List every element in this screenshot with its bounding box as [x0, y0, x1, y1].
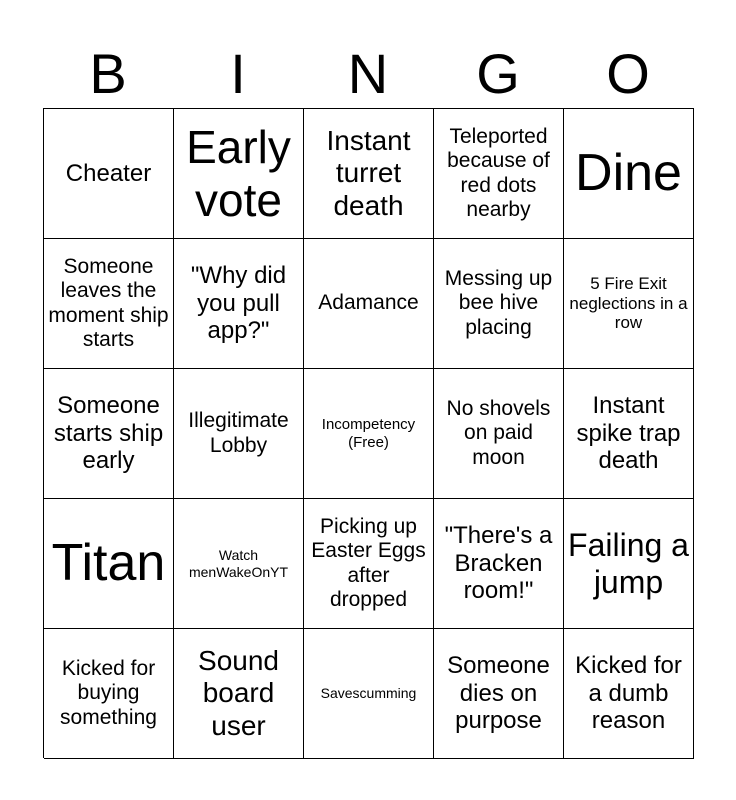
bingo-board [43, 108, 694, 758]
bingo-cell-r5-c1[interactable]: Kicked for buying something [44, 629, 174, 759]
bingo-cell-r3-c5[interactable]: Instant spike trap death [564, 369, 694, 499]
bingo-cell-r2-c4[interactable]: Messing up bee hive placing [434, 239, 564, 369]
bingo-cell-r5-c2[interactable]: Sound board user [174, 629, 304, 759]
header-letter-b: B [89, 42, 127, 105]
bingo-cell-r5-c5[interactable]: Kicked for a dumb reason [564, 629, 694, 759]
bingo-cell-r5-c4[interactable]: Someone dies on purpose [434, 629, 564, 759]
header-letter-o: O [606, 42, 650, 105]
bingo-cell-r2-c2[interactable]: "Why did you pull app?" [174, 239, 304, 369]
bingo-cell-r1-c2[interactable]: Early vote [174, 109, 304, 239]
bingo-cell-r4-c5[interactable]: Failing a jump [564, 499, 694, 629]
bingo-cell-r1-c4[interactable]: Teleported because of red dots nearby [434, 109, 564, 239]
header-letter-n: N [347, 42, 389, 105]
header-letter-g: G [476, 42, 520, 105]
bingo-cell-r3-c4[interactable]: No shovels on paid moon [434, 369, 564, 499]
bingo-cell-r2-c1[interactable]: Someone leaves the moment ship starts [44, 239, 174, 369]
bingo-cell-r1-c3[interactable]: Instant turret death [304, 109, 434, 239]
header-letter-i: I [230, 42, 246, 105]
bingo-cell-r1-c1[interactable]: Cheater [44, 109, 174, 239]
bingo-cell-r3-c3-free[interactable]: Incompetency (Free) [304, 369, 434, 499]
bingo-cell-r4-c3[interactable]: Picking up Easter Eggs after dropped [304, 499, 434, 629]
bingo-cell-r1-c5[interactable]: Dine [564, 109, 694, 239]
bingo-cell-r4-c4[interactable]: "There's a Bracken room!" [434, 499, 564, 629]
bingo-cell-r3-c2[interactable]: Illegitimate Lobby [174, 369, 304, 499]
bingo-header [43, 40, 693, 108]
bingo-cell-r4-c1[interactable]: Titan [44, 499, 174, 629]
bingo-cell-r3-c1[interactable]: Someone starts ship early [44, 369, 174, 499]
bingo-cell-r2-c3[interactable]: Adamance [304, 239, 434, 369]
bingo-cell-r4-c2[interactable]: Watch menWakeOnYT [174, 499, 304, 629]
bingo-cell-r2-c5[interactable]: 5 Fire Exit neglections in a row [564, 239, 694, 369]
bingo-cell-r5-c3[interactable]: Savescumming [304, 629, 434, 759]
